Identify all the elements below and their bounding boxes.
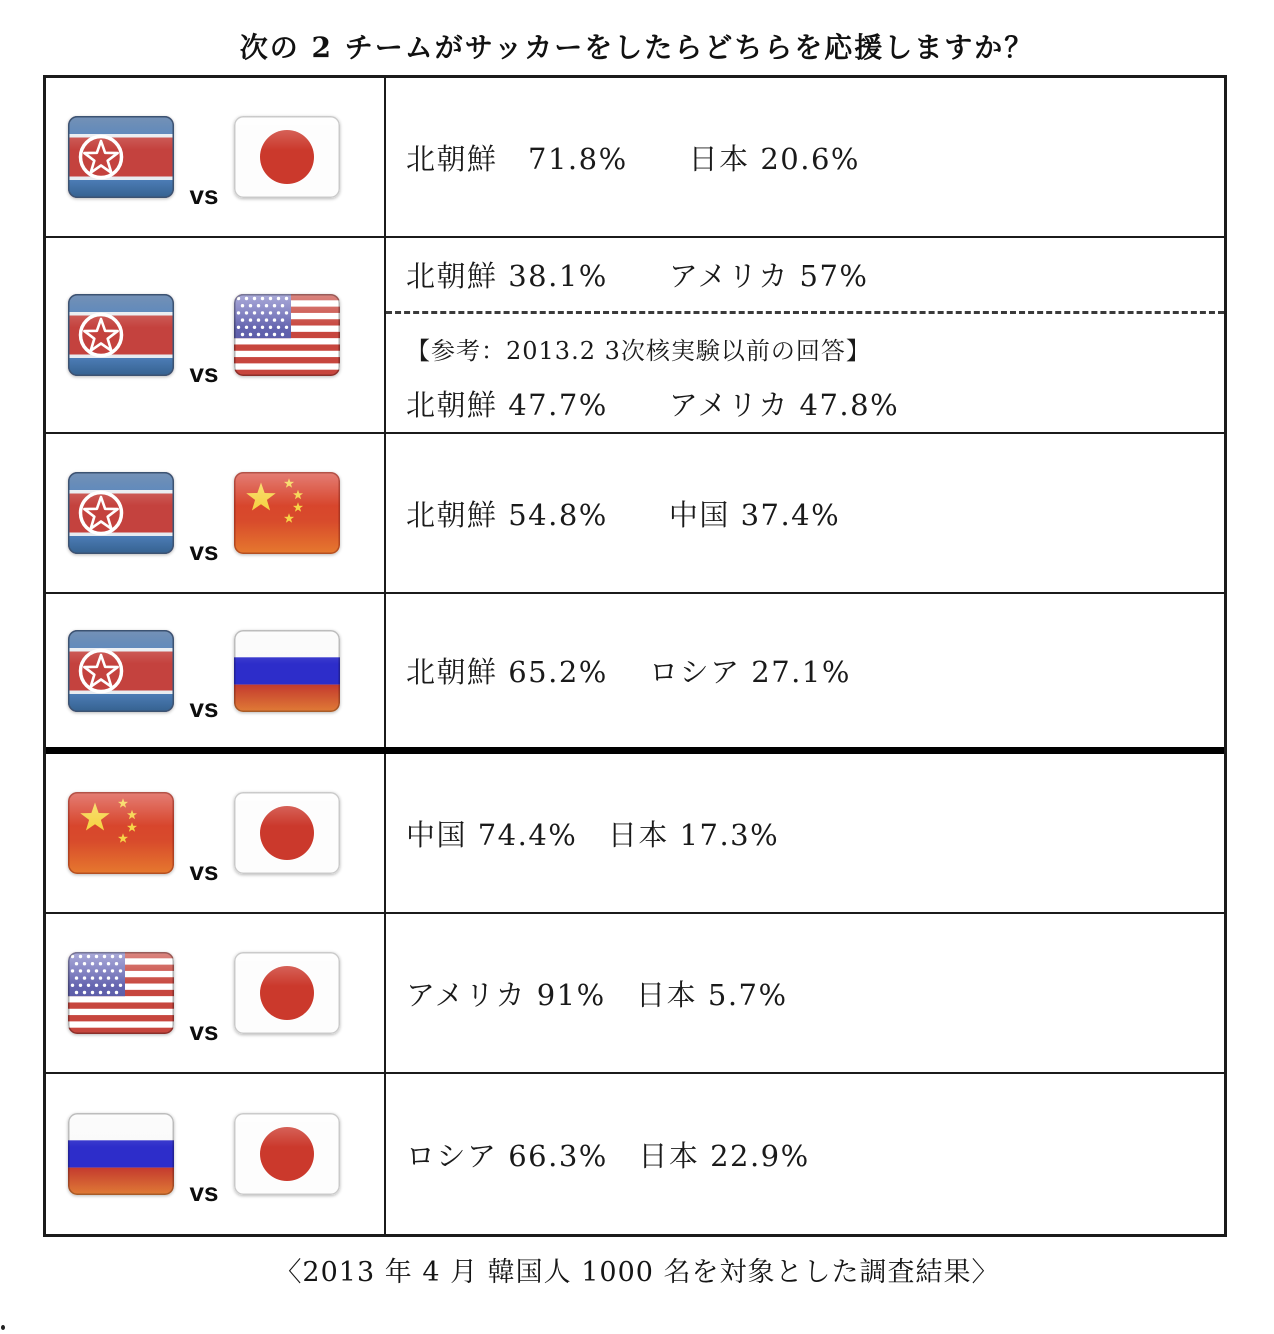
matchup-cell	[46, 434, 386, 592]
flag-north-korea-icon	[68, 472, 174, 554]
vs-label: vs	[189, 693, 219, 723]
reference-result: 北朝鮮 47.7% アメリカ 47.8%	[406, 388, 900, 422]
matchup-cell	[46, 78, 386, 236]
survey-table	[43, 75, 1227, 1237]
result-text: 北朝鮮 65.2% ロシア 27.1%	[406, 655, 851, 689]
flag-russia-icon	[234, 630, 340, 712]
page-title: 次の 2 チームがサッカーをしたらどちらを応援しますか？	[239, 31, 1035, 64]
table-row	[46, 78, 1224, 238]
flag-usa-icon	[234, 294, 340, 376]
result-text: ロシア 66.3% 日本 22.9%	[406, 1138, 810, 1173]
matchup-cell	[46, 238, 386, 432]
result-text: 北朝鮮 54.8% 中国 37.4%	[406, 497, 841, 532]
vs-label: vs	[189, 179, 219, 210]
reference-note: 【参考：2013.2 3次核実験以前の回答】	[406, 337, 871, 365]
flag-north-korea-icon	[68, 116, 174, 198]
matchup-cell	[46, 914, 386, 1072]
result-cell	[386, 78, 1224, 236]
matchup-cell	[46, 1074, 386, 1234]
vs-label: vs	[189, 1015, 219, 1046]
table-row	[46, 434, 1224, 594]
stray-dot	[1, 1325, 5, 1330]
result-cell	[386, 594, 1224, 747]
flag-russia-icon	[68, 1113, 174, 1195]
footer-caption: 〈2013 年 4 月 韓国人 1000 名を対象とした調査結果〉	[274, 1257, 1000, 1288]
vs-label: vs	[189, 1176, 219, 1207]
vs-label: vs	[189, 535, 219, 566]
table-row	[46, 914, 1224, 1074]
flag-north-korea-icon	[68, 294, 174, 376]
result-cell	[386, 238, 1224, 432]
table-row	[46, 754, 1224, 914]
result-text: 中国 74.4% 日本 17.3%	[406, 817, 780, 852]
flag-japan-icon	[234, 116, 340, 198]
result-cell	[386, 1074, 1224, 1234]
flag-japan-icon	[234, 1113, 340, 1195]
flag-china-icon	[234, 472, 340, 554]
flag-usa-icon	[68, 952, 174, 1034]
result-text: 北朝鮮 38.1% アメリカ 57%	[386, 238, 1224, 314]
table-row	[46, 238, 1224, 434]
result-text: アメリカ 91% 日本 5.7%	[406, 977, 788, 1012]
result-cell	[386, 914, 1224, 1072]
flag-china-icon	[68, 792, 174, 874]
table-row	[46, 594, 1224, 754]
flag-north-korea-icon	[68, 630, 174, 712]
table-row	[46, 1074, 1224, 1234]
vs-label: vs	[189, 855, 219, 886]
vs-label: vs	[189, 357, 219, 388]
flag-japan-icon	[234, 792, 340, 874]
result-cell	[386, 434, 1224, 592]
matchup-cell	[46, 594, 386, 747]
result-text: 北朝鮮 71.8% 日本 20.6%	[406, 141, 860, 176]
matchup-cell	[46, 754, 386, 912]
flag-japan-icon	[234, 952, 340, 1034]
result-cell	[386, 754, 1224, 912]
